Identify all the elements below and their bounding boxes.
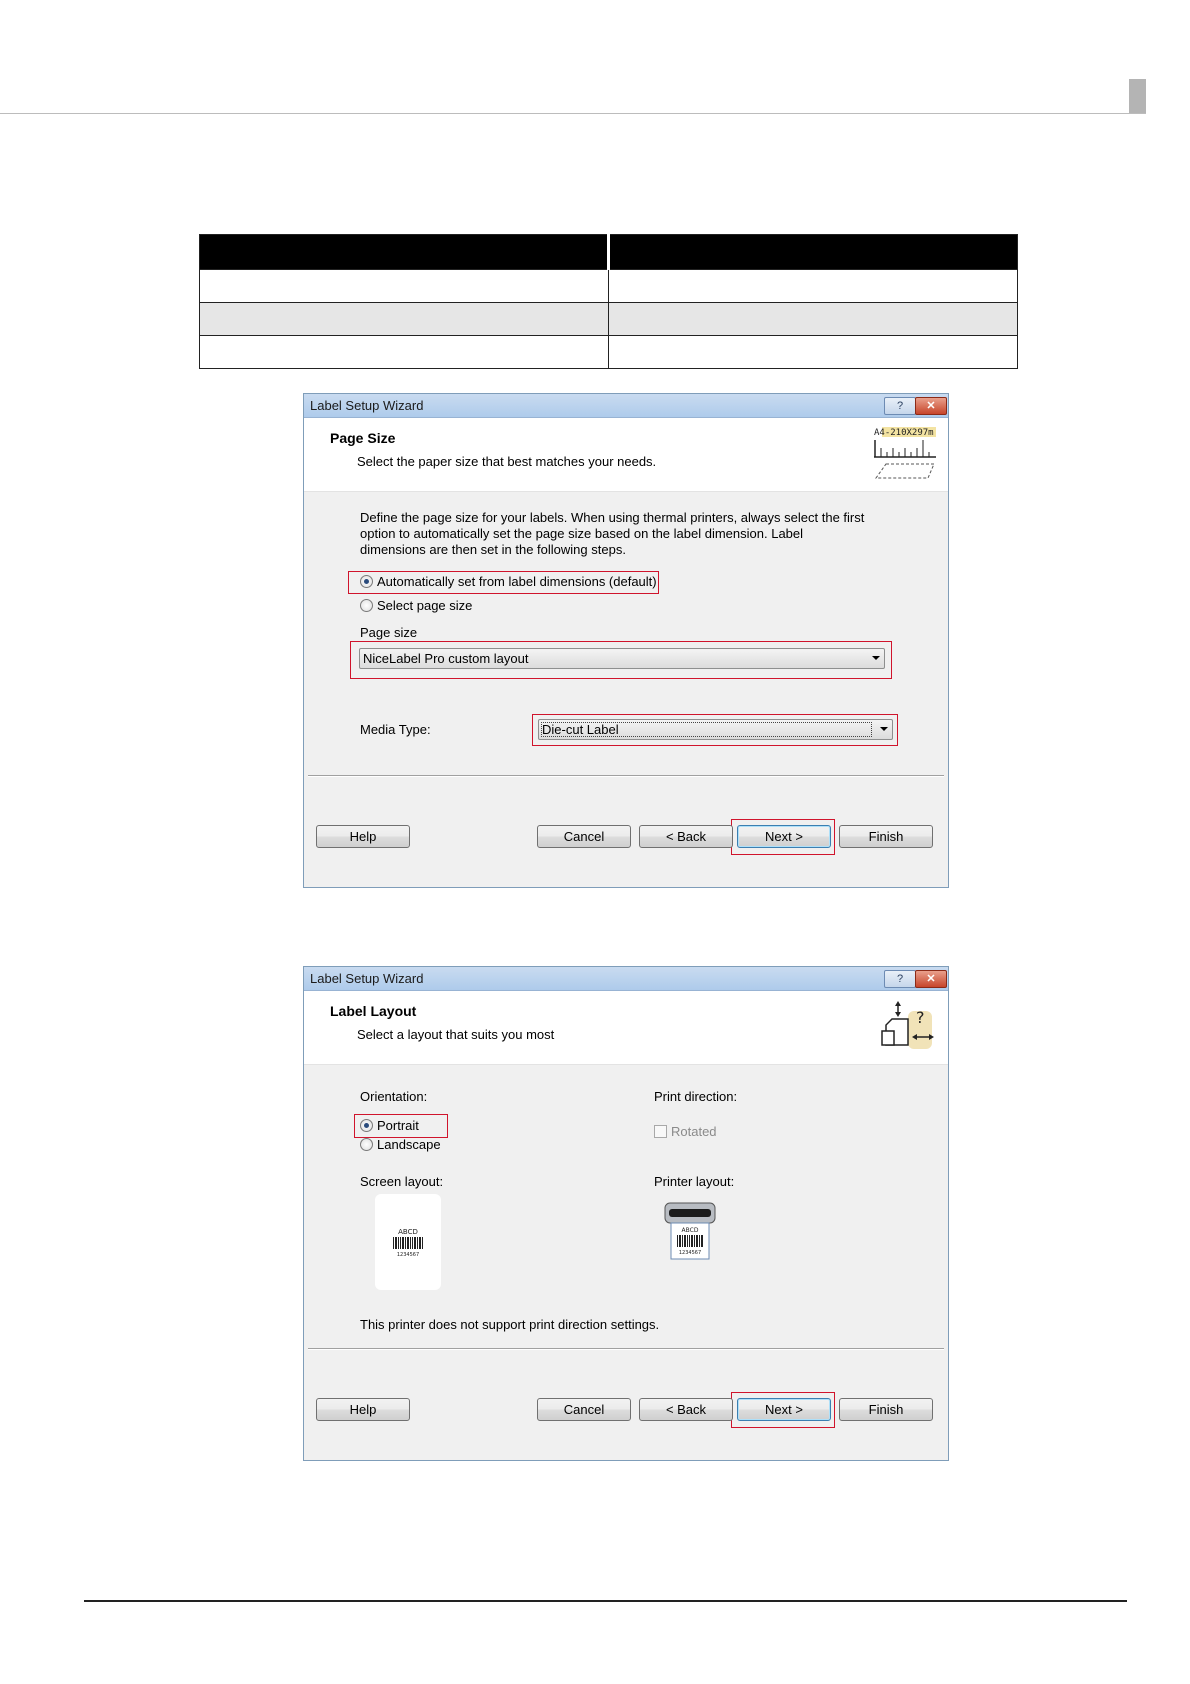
settings-table <box>199 234 1018 369</box>
radio-selected-icon[interactable] <box>360 575 373 588</box>
radio-selected-icon[interactable] <box>360 1119 373 1132</box>
radio-auto-label: Automatically set from label dimensions (default) <box>377 574 657 589</box>
page-subtitle: Select the paper size that best matches your needs. <box>357 454 657 469</box>
screen-layout-preview <box>375 1194 441 1290</box>
svg-text:?: ? <box>916 1008 925 1027</box>
page-size-label: Page size <box>360 625 418 640</box>
page-subtitle: Select a layout that suits you most <box>357 1027 555 1042</box>
table-cell <box>609 270 1018 303</box>
wizard-body <box>304 492 948 887</box>
printer-barcode-title: ABCD <box>681 1227 699 1234</box>
table-cell <box>200 336 609 369</box>
page-size-dialog <box>303 393 949 888</box>
table-header-cell <box>609 235 1018 270</box>
orientation-label: Orientation: <box>360 1089 428 1104</box>
landscape-label: Landscape <box>377 1137 441 1152</box>
wizard-header <box>304 991 948 1065</box>
page-size-dropdown[interactable] <box>359 648 885 669</box>
table-row <box>200 303 1018 336</box>
radio-select-label: Select page size <box>377 598 473 613</box>
media-type-dropdown[interactable] <box>538 719 893 740</box>
chevron-down-icon[interactable] <box>880 727 888 731</box>
radio-select-page-size[interactable] <box>360 598 472 613</box>
wizard-body <box>304 1065 948 1460</box>
radio-unselected-icon[interactable] <box>360 1138 373 1151</box>
media-type-label: Media Type: <box>360 722 431 737</box>
next-button[interactable]: Next > <box>737 1398 831 1421</box>
radio-portrait[interactable] <box>360 1118 419 1133</box>
cancel-button[interactable]: Cancel <box>537 825 631 848</box>
finish-button[interactable]: Finish <box>839 1398 933 1421</box>
table-cell <box>200 270 609 303</box>
page-size-description: Define the page size for your labels. When using thermal printers, always select the first option to automatically set the page size based on the label dimension. Label dimensions are then set in the following steps. <box>360 510 865 557</box>
page-title: Page Size <box>330 430 396 446</box>
media-type-value: Die-cut Label <box>542 722 619 737</box>
back-button[interactable]: < Back <box>639 825 733 848</box>
portrait-label: Portrait <box>377 1118 419 1133</box>
print-direction-label: Print direction: <box>654 1089 738 1104</box>
chevron-down-icon[interactable] <box>872 656 880 660</box>
next-button[interactable]: Next > <box>737 825 831 848</box>
print-direction-note: This printer does not support print direction settings. <box>360 1317 660 1332</box>
table-row <box>200 336 1018 369</box>
divider <box>308 775 944 777</box>
table-header-row <box>200 235 1018 270</box>
title-bar <box>304 967 948 991</box>
help-icon-button[interactable]: ? <box>884 970 916 988</box>
table-cell <box>609 336 1018 369</box>
close-icon-button[interactable]: ✕ <box>915 970 947 988</box>
title-bar <box>304 394 948 418</box>
table-cell <box>609 303 1018 336</box>
radio-unselected-icon[interactable] <box>360 599 373 612</box>
printer-icon <box>661 1201 719 1263</box>
footer-rule <box>84 1600 1127 1602</box>
layout-icon <box>872 999 938 1055</box>
radio-auto-dimensions[interactable] <box>360 574 657 589</box>
rotated-checkbox[interactable] <box>654 1124 717 1139</box>
rotated-label: Rotated <box>671 1124 717 1139</box>
cancel-button[interactable]: Cancel <box>537 1398 631 1421</box>
window-title: Label Setup Wizard <box>310 971 424 986</box>
window-title: Label Setup Wizard <box>310 398 424 413</box>
close-icon-button[interactable]: ✕ <box>915 397 947 415</box>
barcode-label-icon <box>375 1194 441 1290</box>
printer-layout-label: Printer layout: <box>654 1174 735 1189</box>
page-tab-marker <box>1129 79 1146 113</box>
help-button[interactable]: Help <box>316 1398 410 1421</box>
ruler-icon-text: A4-210X297m <box>874 428 934 438</box>
divider <box>308 1348 944 1350</box>
help-button[interactable]: Help <box>316 825 410 848</box>
barcode-number: 1234567 <box>396 1252 420 1258</box>
button-row <box>304 1398 948 1421</box>
button-row <box>304 825 948 848</box>
header-rule <box>0 113 1146 114</box>
barcode-title: ABCD <box>398 1228 418 1236</box>
page-title: Label Layout <box>330 1003 417 1019</box>
page-size-value: NiceLabel Pro custom layout <box>363 651 529 666</box>
ruler-icon <box>872 426 938 482</box>
wizard-header <box>304 418 948 492</box>
table-header-cell <box>200 235 609 270</box>
finish-button[interactable]: Finish <box>839 825 933 848</box>
table-row <box>200 270 1018 303</box>
label-layout-dialog <box>303 966 949 1461</box>
back-button[interactable]: < Back <box>639 1398 733 1421</box>
help-icon-button[interactable]: ? <box>884 397 916 415</box>
table-cell <box>200 303 609 336</box>
screen-layout-label: Screen layout: <box>360 1174 444 1189</box>
printer-barcode-number: 1234567 <box>678 1250 702 1256</box>
radio-landscape[interactable] <box>360 1137 441 1152</box>
checkbox-icon[interactable] <box>654 1125 667 1138</box>
